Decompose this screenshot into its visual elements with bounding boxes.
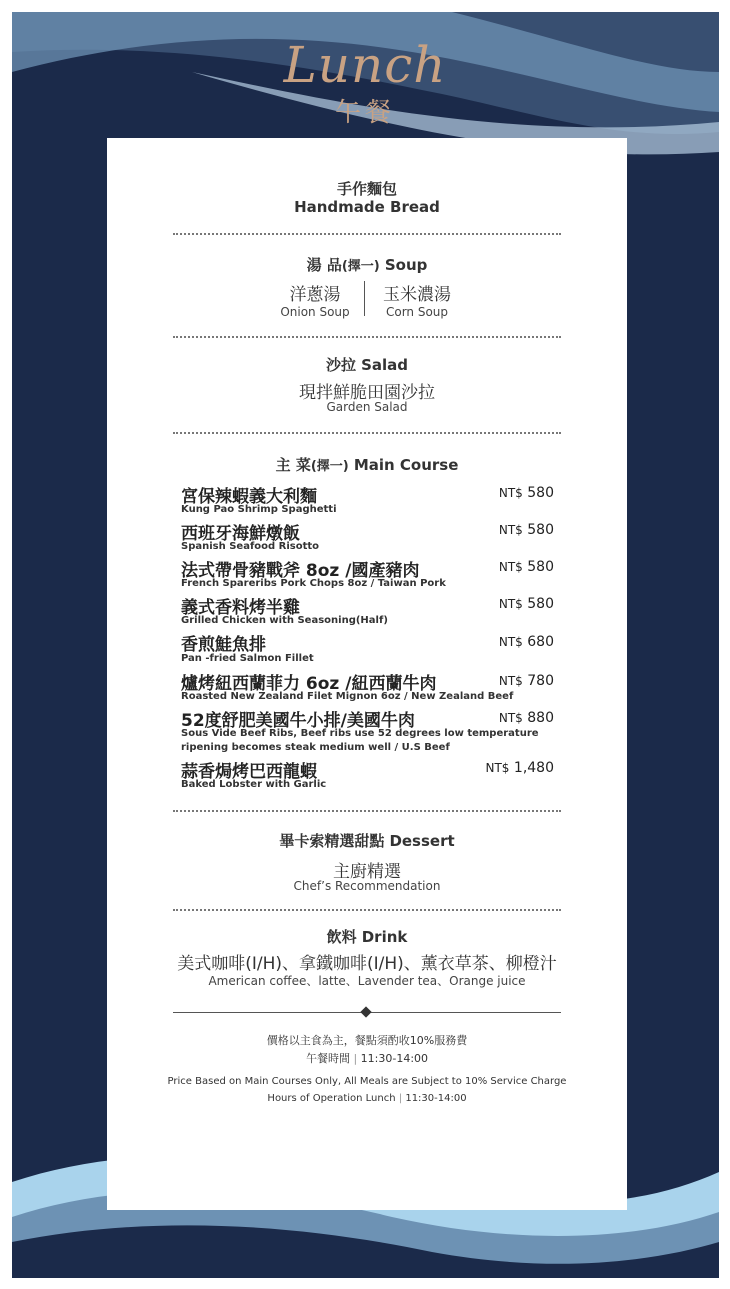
divider-dotted <box>173 233 561 235</box>
menu-item-name: 蒜香焗烤巴西龍蝦 <box>181 762 317 782</box>
price-value: 580 <box>527 559 554 575</box>
drink-item-cn: 美式咖啡(I/H)、拿鐵咖啡(I/H)、薰衣草茶、柳橙汁 <box>177 954 557 974</box>
price-value: 880 <box>527 710 554 726</box>
service-charge-note-en: Price Based on Main Courses Only, All Meals are Subject to 10% Service Charge <box>167 1076 567 1087</box>
price-currency: NT$ <box>485 761 510 775</box>
soup-option-cn: 玉米濃湯 <box>383 285 451 305</box>
dessert-item-en: Chef’s Recommendation <box>293 879 441 893</box>
price-value: 680 <box>527 634 554 650</box>
hours-label-cn: 午餐時間 <box>305 1052 350 1065</box>
menu-item-desc: French Spareribs Pork Chops 8oz / Taiwan Pork <box>181 578 446 589</box>
salad-title-en: Salad <box>361 356 409 374</box>
lunch-hours-en <box>107 1093 627 1104</box>
menu-item-price <box>499 596 554 612</box>
price-value: 780 <box>527 673 554 689</box>
menu-item-desc: Baked Lobster with Garlic <box>181 779 327 790</box>
menu-item-desc: ripening becomes steak medium well / U.S Beef <box>181 742 450 753</box>
divider-dotted <box>173 810 561 812</box>
menu-item-price <box>499 522 554 538</box>
hours-value-en: 11:30-14:00 <box>405 1093 467 1104</box>
menu-item-desc: Sous Vide Beef Ribs, Beef ribs use 52 degrees low temperature <box>181 728 539 739</box>
soup-option-en: Onion Soup <box>280 305 350 319</box>
price-value: 1,480 <box>513 760 554 776</box>
menu-item-desc: Grilled Chicken with Seasoning(Half) <box>181 615 388 626</box>
menu-item-name: 爐烤紐西蘭菲力 6oz /紐西蘭牛肉 <box>181 674 437 694</box>
soup-option-en: Corn Soup <box>385 305 449 319</box>
dessert-item-cn: 主廚精選 <box>333 862 401 882</box>
menu-card <box>107 138 627 1210</box>
price-currency: NT$ <box>498 635 523 649</box>
diamond-ornament <box>360 1006 371 1017</box>
salad-item-en: Garden Salad <box>326 400 408 414</box>
price-currency: NT$ <box>498 560 523 574</box>
main-title-cn: 主 菜 <box>275 456 311 474</box>
price-currency: NT$ <box>498 674 523 688</box>
salad-item-cn: 現拌鮮脆田園沙拉 <box>299 383 435 403</box>
lunch-hours-cn <box>107 1050 627 1066</box>
price-value: 580 <box>527 485 554 501</box>
drink-title <box>107 926 627 947</box>
soup-title-cn: 湯 品 <box>306 256 342 274</box>
drink-title-cn: 飲料 <box>326 928 357 946</box>
main-course-title <box>107 454 627 475</box>
menu-item-price <box>499 559 554 575</box>
soup-option-corn <box>367 280 467 319</box>
salad-title-cn: 沙拉 <box>325 356 356 374</box>
main-title-choice: (擇一) <box>310 459 349 474</box>
divider-dotted <box>173 336 561 338</box>
lunch-script-title: Lunch <box>283 36 447 94</box>
menu-item-desc: Spanish Seafood Risotto <box>181 541 320 552</box>
divider-dotted <box>173 432 561 434</box>
menu-item-price <box>499 485 554 501</box>
menu-item-name: 法式帶骨豬戰斧 8oz /國產豬肉 <box>181 561 420 581</box>
dessert-title <box>107 830 627 851</box>
menu-item-name: 西班牙海鮮燉飯 <box>181 524 300 544</box>
price-value: 580 <box>527 522 554 538</box>
menu-item-price <box>499 710 554 726</box>
soup-title-en: Soup <box>384 256 428 274</box>
soup-title-choice: (擇一) <box>341 259 380 274</box>
main-title-en: Main Course <box>353 456 459 474</box>
menu-item-name: 香煎鮭魚排 <box>181 635 266 655</box>
drink-item-en: American coffee、latte、Lavender tea、Orange juice <box>208 974 526 988</box>
soup-separator <box>364 281 365 316</box>
price-value: 580 <box>527 596 554 612</box>
hours-label-en: Hours of Operation Lunch <box>267 1093 396 1104</box>
dessert-title-en: Dessert <box>389 832 455 850</box>
menu-item-name: 義式香料烤半雞 <box>181 598 300 618</box>
soup-title <box>107 254 627 275</box>
hours-separator: | <box>398 1093 403 1104</box>
menu-item-desc: Roasted New Zealand Filet Mignon 6oz / New Zealand Beef <box>181 691 514 702</box>
price-currency: NT$ <box>498 486 523 500</box>
soup-option-cn: 洋蔥湯 <box>289 285 341 305</box>
menu-item-price <box>499 673 554 689</box>
dessert-title-cn: 畢卡索精選甜點 <box>279 832 385 850</box>
divider-dotted <box>173 909 561 911</box>
menu-item-name: 52度舒肥美國牛小排/美國牛肉 <box>181 711 415 731</box>
hours-value-cn: 11:30-14:00 <box>360 1052 429 1065</box>
service-charge-note-cn: 價格以主食為主，餐點須酌收10%服務費 <box>266 1034 468 1047</box>
menu-item-price <box>486 760 555 776</box>
menu-item-price <box>499 634 554 650</box>
bread-title-en: Handmade Bread <box>294 198 440 216</box>
menu-item-name: 宮保辣蝦義大利麵 <box>181 487 317 507</box>
drink-title-en: Drink <box>361 928 408 946</box>
hours-separator: | <box>353 1052 358 1065</box>
lunch-cn-title: 午餐 <box>334 98 395 128</box>
price-currency: NT$ <box>498 711 523 725</box>
bread-title-cn: 手作麵包 <box>336 180 397 198</box>
price-currency: NT$ <box>498 597 523 611</box>
soup-option-onion <box>265 280 365 319</box>
menu-item-desc: Pan -fried Salmon Fillet <box>181 653 314 664</box>
salad-title <box>107 354 627 375</box>
menu-item-desc: Kung Pao Shrimp Spaghetti <box>181 504 337 515</box>
price-currency: NT$ <box>498 523 523 537</box>
